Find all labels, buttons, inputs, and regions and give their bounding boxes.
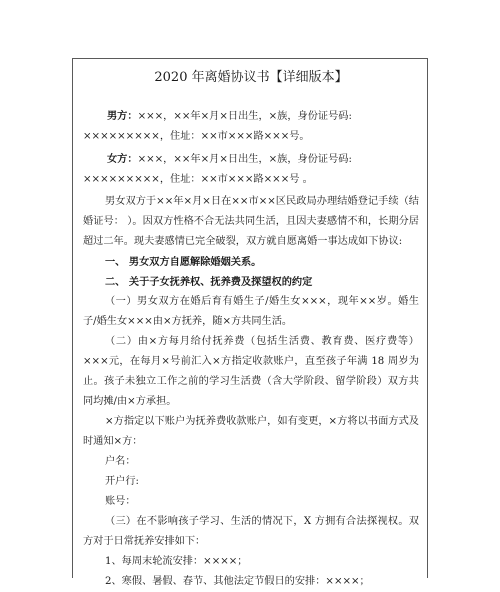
clause-1: （一）男女双方在婚后育有婚生子/婚生女×××，现年××岁。婚生子/婚生女×××由×方抚养，随×方共同生活。 [83,296,419,327]
account-bank-field: 开户行: [105,476,139,487]
intro-paragraph: 男女双方于××年×月×日在××市××区民政局办理结婚登记手续（结婚证号： ）。因双方性格不合无法共同生活，且因夫妻感情不和，长期分居超过二年。现夫妻感情已完全破裂，双方就自愿离婚一事达成如下协议: [83,196,419,247]
document-title: 2020 年离婚协议书【详细版本】 [154,70,348,85]
arrangement-item-2: 2、寒假、暑假、春节、其他法定节假日的安排：××××； [105,576,370,587]
clause-3: （三）在不影响孩子学习、生活的情况下，X 方拥有合法探视权。双方对于日常抚养安排如下： [83,516,419,547]
woman-line1: ×××，××年×月×日出生，×族，身份证号码: [137,154,352,165]
clause-2: （二）由×方每月给付抚养费（包括生活费、教育费、医疗费等）×××元，在每月×号前汇入×方指定收款账户，直至孩子年满 18 周岁为止。孩子未独立工作之前的学习生活费（含大学阶段、留学阶段）双方共同均摊/由×方承担。 [83,336,419,407]
account-note: ×方指定以下账户为抚养费收款账户，如有变更，×方将以书面方式及时通知×方： [83,416,419,447]
agreement-document [72,58,428,587]
man-info [83,106,419,127]
account-name-field: 户名： [105,456,136,467]
man-address: ×××××××××，住址：××市×××路×××号。 [83,131,310,142]
section-1-heading: 一、 男女双方自愿解除婚姻关系。 [105,256,262,268]
woman-address: ×××××××××，住址：××市×××路×××号 。 [83,174,313,185]
woman-info [83,149,419,170]
man-label: 男方： [107,110,138,122]
woman-label: 女方： [107,153,138,165]
section-2-heading: 二、 关于子女抚养权、抚养费及探望权的约定 [105,276,313,288]
man-line1: ×××，××年×月×日出生，×族，身份证号码: [137,111,352,122]
account-number-field: 账号： [105,496,136,507]
arrangement-item-1: 1、每周末轮流安排：××××； [105,556,248,567]
